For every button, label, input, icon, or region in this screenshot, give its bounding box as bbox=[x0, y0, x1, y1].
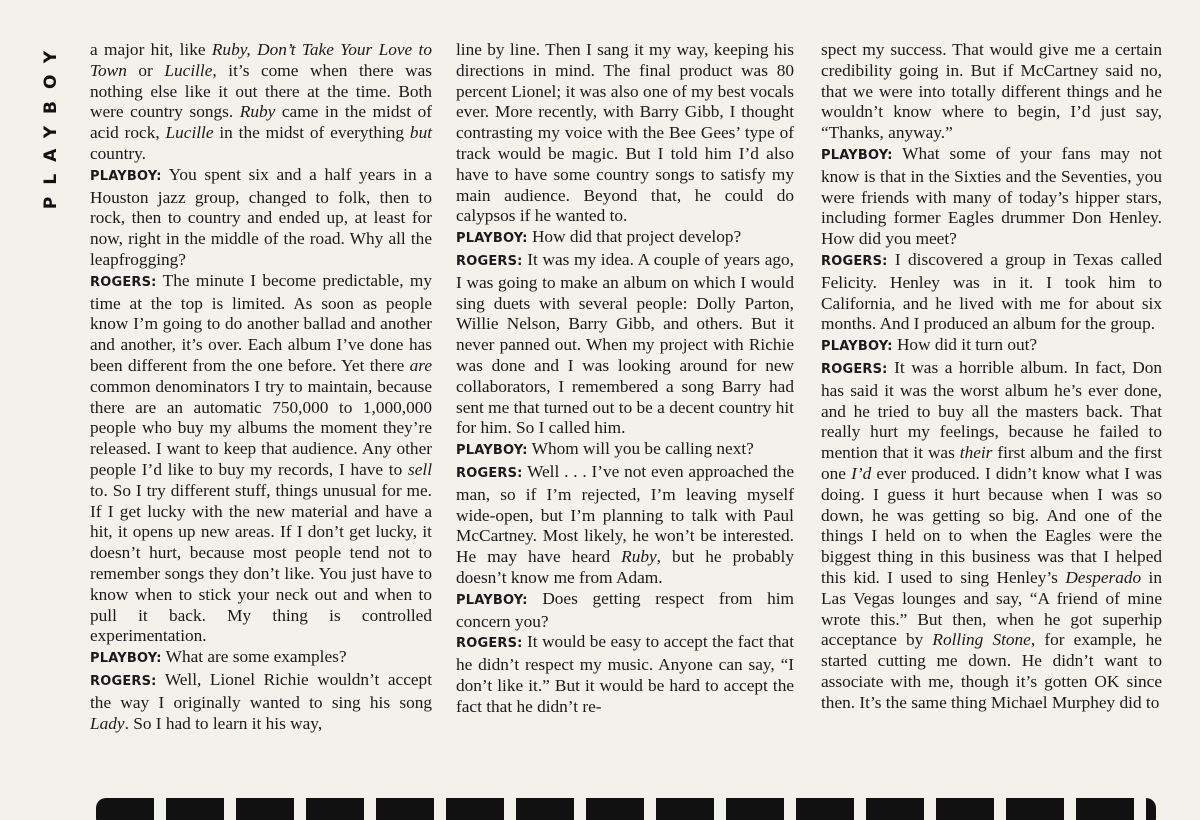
speaker-label: ROGERS: bbox=[90, 673, 157, 689]
playboy-masthead bbox=[34, 34, 60, 234]
italic-run: Ruby bbox=[239, 102, 276, 122]
cropped-headline bbox=[96, 790, 1156, 820]
text-run: The minute I become predictable, my time at the top is limited. As soon as people know I’m going to do another ballad and another and another, it’s over. Each album I’ve done has been different from the one before. Yet there bbox=[90, 270, 432, 375]
text-run: ever produced. I didn’t know what I was doing. I guess it hurt because when I was so down, he was getting so big. And one of the things I held on to when the Eagles were the biggest thing in this business was that I helped this kid. I used to sing Henley’s bbox=[821, 463, 1162, 587]
text-run: , it’s come when there was nothing else like it out there at the time. Both were country songs. bbox=[90, 60, 432, 122]
masthead-text: PLAYBOY bbox=[41, 38, 62, 210]
speaker-label: PLAYBOY: bbox=[90, 168, 162, 184]
italic-run: Ruby bbox=[621, 547, 657, 567]
speaker-label: ROGERS: bbox=[456, 636, 523, 652]
text-run: Well . . . I’ve not even approached the man, so if I’m rejected, I’m leaving myself wide-open, but I’m planning to talk with Paul McCartney. Most likely, he won’t be interested. He may have heard bbox=[456, 461, 794, 567]
speaker-label: PLAYBOY: bbox=[821, 339, 893, 355]
italic-run: Desperado bbox=[1065, 567, 1142, 587]
article-column-3 bbox=[821, 40, 1162, 714]
text-run: It would be easy to accept the fact that he didn’t respect my music. Anyone can say, “I don’t like it.” But it would be hard to accept the fact that he didn’t re- bbox=[456, 632, 794, 716]
text-run: You spent six and a half years in a Houston jazz group, changed to folk, then to rock, then to country and ended up, at least for now, right in the middle of the road. Why all the leapfrogging? bbox=[90, 164, 432, 269]
speaker-label: ROGERS: bbox=[821, 361, 888, 377]
speaker-label: PLAYBOY: bbox=[90, 651, 162, 667]
italic-run: Rolling Stone bbox=[932, 630, 1031, 650]
column-text bbox=[821, 40, 1162, 714]
speaker-label: ROGERS: bbox=[821, 253, 888, 269]
text-run: How did that project develop? bbox=[527, 227, 742, 247]
text-run: Does getting respect from him concern you? bbox=[456, 588, 794, 631]
text-run: I discovered a group in Texas called Felicity. Henley was in it. I took him to California, and he lived with me for about six months. And I produced an album for the group. bbox=[821, 249, 1162, 334]
text-run: line by line. Then I sang it my way, keeping his directions in mind. The final product was 80 percent Lionel; it was also one of my best vocals ever. More recently, with Barry Gibb, I thought contrasting my voice with the Bee Gees’ type of track would be magic. But I told him I’d also have to have some country songs to satisfy my main audience. Beyond that, he could do calypsos if he wanted to. bbox=[456, 40, 794, 226]
text-run: to. So I try different stuff, things unusual for me. If I get lucky with the new material and have a hit, it opens up new areas. If I don’t get lucky, it doesn’t hurt, because most people tend not to remember songs they don’t like. You just have to know when to stick your neck out and when to pull it back. My thing is controlled experimentation. bbox=[90, 480, 432, 646]
text-run: a major hit, like bbox=[90, 40, 212, 59]
italic-run: sell bbox=[408, 459, 432, 479]
text-run: or bbox=[126, 60, 165, 80]
italic-run: but bbox=[409, 123, 433, 143]
article-column-1 bbox=[90, 40, 432, 734]
text-run: , for example, he started cutting me down. He didn’t want to associate with me, though it’s gotten OK since then. It’s the same thing Michael Murphey did to bbox=[821, 630, 1162, 712]
text-run: Whom will you be calling next? bbox=[527, 439, 754, 459]
speaker-label: PLAYBOY: bbox=[821, 147, 893, 163]
speaker-label: ROGERS: bbox=[456, 253, 523, 269]
text-run: How did it turn out? bbox=[892, 335, 1038, 355]
italic-run: Ruby, Don’t Take Your Love to Town bbox=[90, 40, 432, 80]
column-text bbox=[90, 40, 432, 734]
column-text bbox=[456, 40, 794, 718]
text-run: country. bbox=[90, 143, 146, 163]
text-run: first album and the first one bbox=[821, 443, 1162, 483]
speaker-label: ROGERS: bbox=[456, 465, 523, 481]
italic-run: are bbox=[409, 355, 432, 375]
speaker-label: PLAYBOY: bbox=[456, 231, 528, 247]
italic-run: Lucille bbox=[164, 60, 213, 80]
speaker-label: ROGERS: bbox=[90, 274, 157, 290]
text-run: . So I had to learn it his way, bbox=[124, 713, 323, 733]
text-run: common denominators I try to maintain, because there are an automatic 750,000 to 1,000,000 people who buy my albums the moment they’re released. I want to keep that audience. Any other people I’d like to buy my records, I have to bbox=[90, 376, 432, 479]
text-run: came in the midst of acid rock, bbox=[90, 102, 432, 143]
headline-letter-tops bbox=[96, 798, 1156, 820]
text-run: in the midst of everything bbox=[213, 123, 410, 143]
speaker-label: PLAYBOY: bbox=[456, 443, 528, 459]
text-run: What are some examples? bbox=[161, 647, 347, 667]
text-run: What some of your fans may not know is that in the Sixties and the Seventies, you were friends with many of today’s hipper stars, including former Eagles drummer Don Henley. How did you meet? bbox=[821, 143, 1162, 249]
italic-run: I’d bbox=[851, 463, 872, 483]
italic-run: Lady bbox=[90, 713, 125, 733]
text-run: in Las Vegas lounges and say, “A friend of mine wrote this.” But then, when he got superhip acceptance by bbox=[821, 567, 1163, 650]
speaker-label: PLAYBOY: bbox=[456, 592, 528, 608]
text-run: spect my success. That would give me a certain credibility going in. But if McCartney said no, that we were into totally different things and he wouldn’t know where to begin, I’d just say, “Thanks, anyway.” bbox=[821, 40, 1162, 143]
text-run: Well, Lionel Richie wouldn’t accept the way I originally wanted to sing his song bbox=[90, 669, 432, 712]
text-run: , but he probably doesn’t know me from Adam. bbox=[456, 547, 794, 587]
text-run: It was my idea. A couple of years ago, I was going to make an album on which I would sing duets with several people: Dolly Parton, Willie Nelson, Barry Gibb, and others. But it never panned out. When my project with Richie was done and I was looking around for new collaborators, I remembered a song Barry had sent me that turned out to be a decent country hit for him. So I called him. bbox=[456, 249, 794, 438]
text-run: It was a horrible album. In fact, Don has said it was the worst album he’s ever done, and he tried to buy all the masters back. That really hurt my feelings, because he failed to mention that it was bbox=[821, 357, 1162, 463]
italic-run: Lucille bbox=[165, 123, 214, 143]
article-column-2 bbox=[456, 40, 794, 718]
italic-run: their bbox=[959, 443, 993, 463]
